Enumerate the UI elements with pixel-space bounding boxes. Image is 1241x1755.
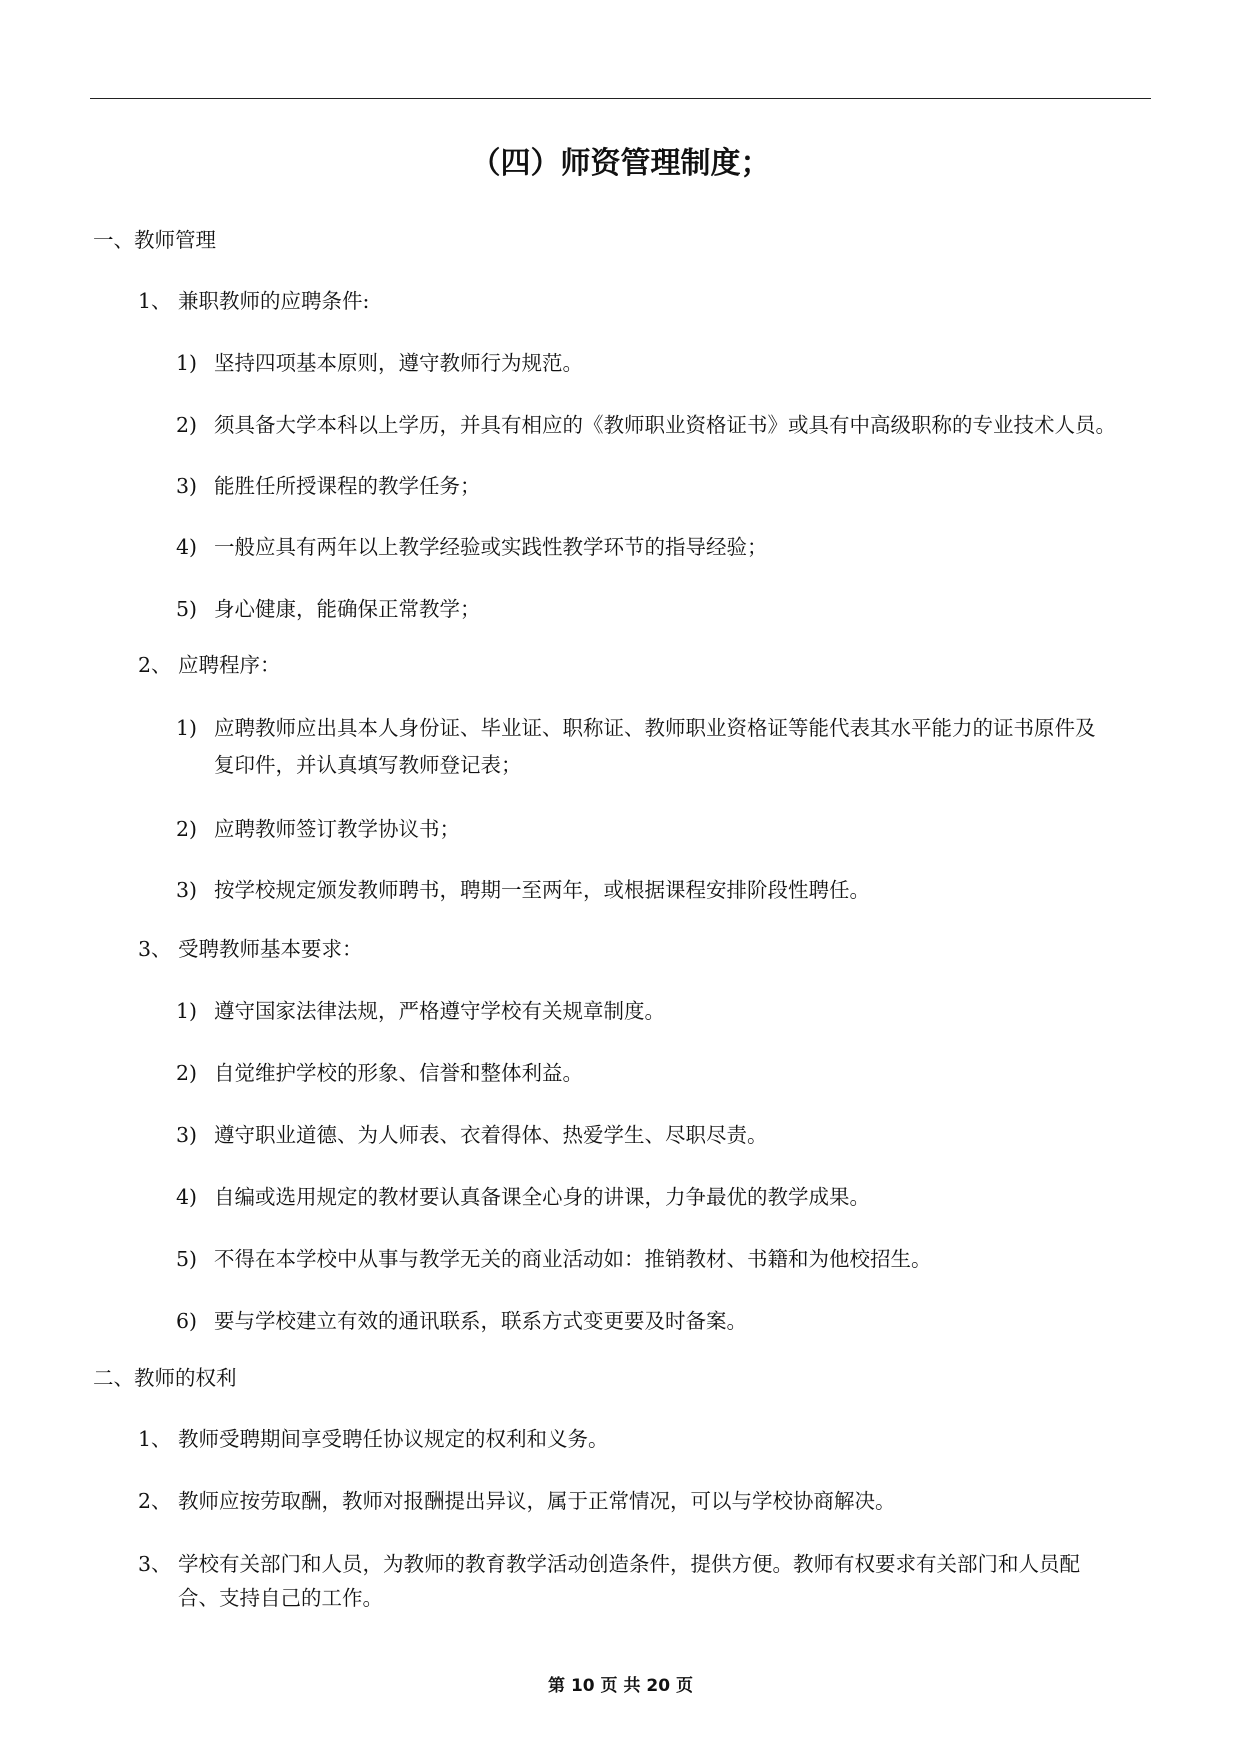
subitem-text: 遵守国家法律法规，严格遵守学校有关规章制度。 xyxy=(214,999,665,1023)
subitem-text: 自编或选用规定的教材要认真备课全心身的讲课，力争最优的教学成果。 xyxy=(214,1185,870,1209)
subitem-1-1-1 xyxy=(176,349,583,377)
subitem-text: 坚持四项基本原则，遵守教师行为规范。 xyxy=(214,351,583,375)
item-2-2 xyxy=(138,1487,896,1515)
subitem-text: 不得在本学校中从事与教学无关的商业活动如：推销教材、书籍和为他校招生。 xyxy=(214,1247,932,1271)
item-number: 2、 xyxy=(138,1489,172,1513)
item-1-1 xyxy=(138,287,369,315)
section-heading-2: 二、教师的权利 xyxy=(93,1366,237,1390)
subitem-number: 6) xyxy=(176,1309,198,1333)
subitem-number: 3) xyxy=(176,1123,198,1147)
item-text: 兼职教师的应聘条件: xyxy=(178,289,370,313)
header-rule xyxy=(90,98,1151,99)
subitem-number: 5) xyxy=(176,597,198,621)
subitem-1-2-1 xyxy=(176,714,1096,742)
subitem-text: 一般应具有两年以上教学经验或实践性教学环节的指导经验； xyxy=(214,535,768,559)
subitem-text: 遵守职业道德、为人师表、衣着得体、热爱学生、尽职尽责。 xyxy=(214,1123,768,1147)
item-text: 学校有关部门和人员，为教师的教育教学活动创造条件，提供方便。教师有权要求有关部门和人员配 xyxy=(178,1552,1080,1576)
subitem-number: 5) xyxy=(176,1247,198,1271)
subitem-text: 须具备大学本科以上学历，并具有相应的《教师职业资格证书》或具有中高级职称的专业技术人员。 xyxy=(214,413,1116,437)
subitem-number: 1) xyxy=(176,351,198,375)
item-1-3 xyxy=(138,935,363,963)
subitem-text: 能胜任所授课程的教学任务； xyxy=(214,474,481,498)
subitem-1-1-4 xyxy=(176,533,768,561)
subitem-number: 1) xyxy=(176,716,198,740)
section-heading-1: 一、教师管理 xyxy=(93,228,216,252)
item-text: 受聘教师基本要求： xyxy=(178,937,363,961)
item-number: 1、 xyxy=(138,1427,172,1451)
subitem-text: 按学校规定颁发教师聘书，聘期一至两年，或根据课程安排阶段性聘任。 xyxy=(214,878,870,902)
item-number: 1、 xyxy=(138,289,172,313)
item-text: 教师受聘期间享受聘任协议规定的权利和义务。 xyxy=(178,1427,609,1451)
subitem-number: 3) xyxy=(176,474,198,498)
item-2-1 xyxy=(138,1425,609,1453)
item-number: 3、 xyxy=(138,1552,172,1576)
subitem-number: 2) xyxy=(176,413,198,437)
subitem-text: 自觉维护学校的形象、信誉和整体利益。 xyxy=(214,1061,583,1085)
subitem-1-2-1-continuation: 复印件，并认真填写教师登记表； xyxy=(214,753,522,777)
subitem-number: 2) xyxy=(176,1061,198,1085)
item-2-3 xyxy=(138,1550,1080,1578)
subitem-1-3-2 xyxy=(176,1059,583,1087)
subitem-1-3-6 xyxy=(176,1307,747,1335)
subitem-text: 要与学校建立有效的通讯联系，联系方式变更要及时备案。 xyxy=(214,1309,747,1333)
subitem-number: 1) xyxy=(176,999,198,1023)
subitem-number: 4) xyxy=(176,535,198,559)
subitem-1-1-5 xyxy=(176,595,481,623)
subitem-1-2-2 xyxy=(176,815,460,843)
subitem-1-3-1 xyxy=(176,997,665,1025)
subitem-1-3-4 xyxy=(176,1183,870,1211)
item-number: 3、 xyxy=(138,937,172,961)
subitem-text: 应聘教师应出具本人身份证、毕业证、职称证、教师职业资格证等能代表其水平能力的证书原件及 xyxy=(214,716,1096,740)
subitem-number: 2) xyxy=(176,817,198,841)
subitem-text: 应聘教师签订教学协议书； xyxy=(214,817,460,841)
item-number: 2、 xyxy=(138,653,172,677)
subitem-1-1-3 xyxy=(176,472,481,500)
item-text: 教师应按劳取酬，教师对报酬提出异议，属于正常情况，可以与学校协商解决。 xyxy=(178,1489,896,1513)
item-1-2 xyxy=(138,651,281,679)
page-title: （四）师资管理制度； xyxy=(470,146,771,181)
item-2-3-continuation: 合、支持自己的工作。 xyxy=(178,1586,383,1610)
subitem-1-3-3 xyxy=(176,1121,768,1149)
item-text: 应聘程序： xyxy=(178,653,281,677)
page-footer: 第 10 页 共 20 页 xyxy=(548,1676,693,1696)
subitem-1-1-2 xyxy=(176,411,1116,439)
subitem-text: 身心健康，能确保正常教学； xyxy=(214,597,481,621)
subitem-number: 4) xyxy=(176,1185,198,1209)
subitem-1-3-5 xyxy=(176,1245,932,1273)
subitem-1-2-3 xyxy=(176,876,870,904)
subitem-number: 3) xyxy=(176,878,198,902)
